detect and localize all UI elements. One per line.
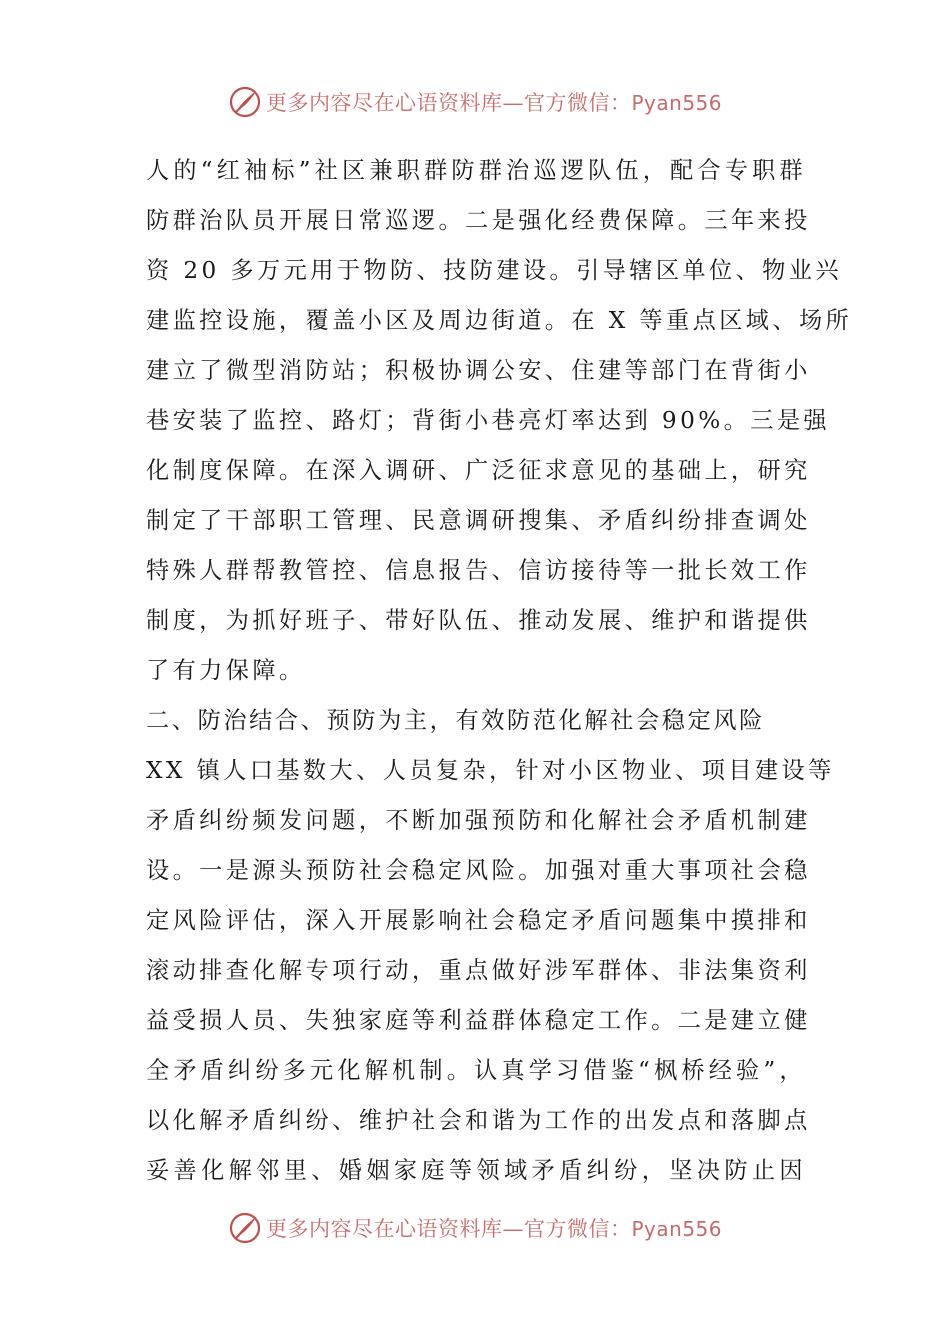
paragraph-line: 特殊人群帮教管控、信息报告、信访接待等一批长效工作 — [146, 557, 811, 584]
quill-logo-icon — [228, 85, 262, 119]
document-body — [146, 146, 853, 1196]
paragraph-line: 矛盾纠纷频发问题，不断加强预防和化解社会矛盾机制建 — [146, 807, 811, 834]
watermark-text — [266, 1213, 722, 1243]
paragraph-line: 益受损人员、失独家庭等利益群体稳定工作。二是建立健 — [146, 1007, 811, 1034]
footer-watermark — [0, 1208, 950, 1248]
paragraph-line: 以化解矛盾纠纷、维护社会和谐为工作的出发点和落脚点 — [146, 1107, 811, 1134]
paragraph-line: 巷安装了监控、路灯；背街小巷亮灯率达到 90%。三是强 — [146, 407, 831, 434]
paragraph-line: 防群治队员开展日常巡逻。二是强化经费保障。三年来投 — [146, 207, 811, 234]
watermark-wechat-id: Pyan556 — [631, 1217, 722, 1241]
paragraph-line: 设。一是源头预防社会稳定风险。加强对重大事项社会稳 — [146, 857, 811, 884]
paragraph-line: 建监控设施，覆盖小区及周边街道。在 X 等重点区域、场所 — [146, 307, 853, 334]
watermark-text — [266, 87, 722, 117]
paragraph-line: 滚动排查化解专项行动，重点做好涉军群体、非法集资利 — [146, 957, 811, 984]
paragraph-line: XX 镇人口基数大、人员复杂，针对小区物业、项目建设等 — [146, 757, 835, 784]
paragraph-line: 全矛盾纠纷多元化解机制。认真学习借鉴“枫桥经验”， — [146, 1057, 806, 1084]
section-heading: 二、防治结合、预防为主，有效防范化解社会稳定风险 — [146, 707, 765, 734]
paragraph-line: 资 20 多万元用于物防、技防建设。引导辖区单位、物业兴 — [146, 257, 842, 284]
watermark-wechat-id: Pyan556 — [631, 91, 722, 115]
paragraph-line: 妥善化解邻里、婚姻家庭等领域矛盾纠纷，坚决防止因 — [146, 1157, 806, 1184]
watermark-cn: 更多内容尽在心语资料库—官方微信： — [265, 91, 632, 115]
paragraph-line: 化制度保障。在深入调研、广泛征求意见的基础上，研究 — [146, 457, 811, 484]
header-watermark — [0, 82, 950, 122]
quill-logo-icon — [228, 1211, 262, 1245]
paragraph-line: 建立了微型消防站；积极协调公安、住建等部门在背街小 — [146, 357, 811, 384]
paragraph-line: 了有力保障。 — [146, 657, 306, 684]
paragraph-line: 制定了干部职工管理、民意调研搜集、矛盾纠纷排查调处 — [146, 507, 811, 534]
paragraph-line: 定风险评估，深入开展影响社会稳定矛盾问题集中摸排和 — [146, 907, 811, 934]
paragraph-line: 制度，为抓好班子、带好队伍、推动发展、维护和谐提供 — [146, 607, 811, 634]
paragraph-line: 人的“红袖标”社区兼职群防群治巡逻队伍，配合专职群 — [146, 157, 806, 184]
watermark-cn: 更多内容尽在心语资料库—官方微信： — [265, 1217, 632, 1241]
